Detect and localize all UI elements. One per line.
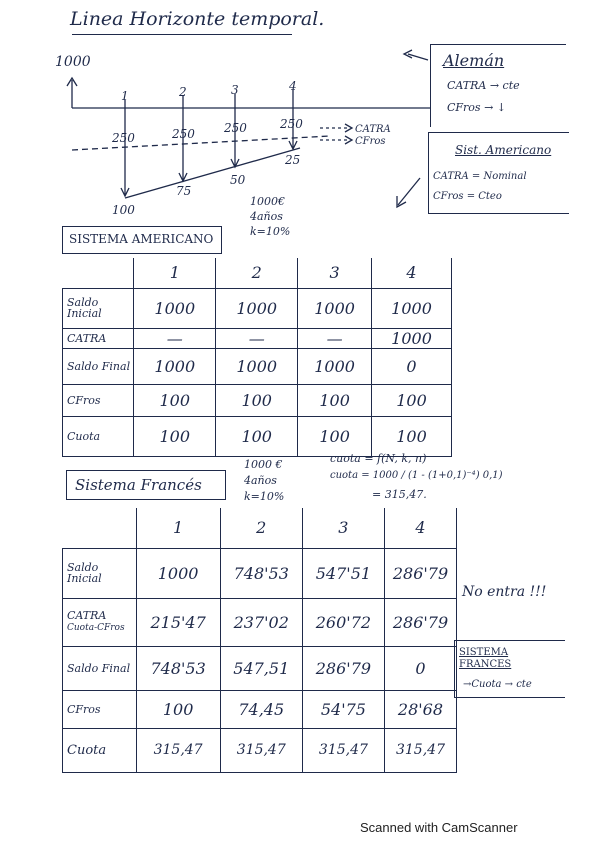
row-label: Saldo Final	[63, 348, 134, 384]
frances-formula1: cuota = f(N, k, n)	[330, 452, 427, 465]
table-row	[63, 690, 457, 728]
column-header: 3	[298, 258, 372, 288]
americano-summary-title: Sist. Americano	[455, 143, 552, 157]
table-cell: 1000	[136, 548, 220, 598]
frances-title: Sistema Francés	[75, 476, 202, 494]
frances-summary-box	[454, 640, 565, 698]
table-cell: 1000	[134, 288, 216, 328]
table-cell: 100	[298, 384, 372, 416]
table-row	[63, 646, 457, 690]
lower-value: 50	[230, 173, 246, 187]
period-label: 4	[289, 79, 297, 93]
table-cell: —	[216, 328, 298, 348]
table-cell: 1000	[134, 348, 216, 384]
period-label: 2	[179, 85, 187, 99]
frances-param: k=10%	[244, 490, 285, 503]
period-label: 1	[121, 89, 129, 103]
upper-value: 250	[112, 131, 135, 145]
table-cell: 237'02	[220, 598, 302, 646]
table-cell: 286'79	[384, 598, 456, 646]
table-row	[63, 288, 452, 328]
table-cell: 215'47	[136, 598, 220, 646]
table-cell: 28'68	[384, 690, 456, 728]
americano-summary-line2: CFros = Cteo	[433, 191, 502, 202]
table-cell: 100	[298, 416, 372, 456]
title-underline	[72, 34, 292, 35]
frances-formula2: cuota = 1000 / (1 - (1+0,1)⁻⁴) 0,1)	[330, 470, 503, 481]
period-label: 3	[231, 83, 239, 97]
table-cell: 315,47	[220, 728, 302, 772]
table-row	[63, 598, 457, 646]
table-row	[63, 548, 457, 598]
aleman-title: Alemán	[443, 51, 505, 70]
table-cell: 100	[134, 384, 216, 416]
table-cell: 260'72	[302, 598, 384, 646]
table-cell: 100	[216, 384, 298, 416]
column-header: 1	[136, 508, 220, 548]
column-header: 4	[384, 508, 456, 548]
table-cell: 0	[372, 348, 452, 384]
timeline-param: 4años	[250, 210, 283, 223]
table-cell: 547,51	[220, 646, 302, 690]
table-row	[63, 348, 452, 384]
americano-title: SISTEMA AMERICANO	[69, 232, 214, 246]
table-cell: 74,45	[220, 690, 302, 728]
aleman-line1: CATRA → cte	[447, 79, 520, 92]
lower-value: 25	[285, 153, 301, 167]
column-header: 1	[134, 258, 216, 288]
table-cell: 54'75	[302, 690, 384, 728]
row-label: CFros	[63, 690, 137, 728]
table-cell: 748'53	[220, 548, 302, 598]
table-cell: 1000	[372, 328, 452, 348]
frances-summary-line: →Cuota → cte	[463, 679, 532, 690]
table-row	[63, 416, 452, 456]
lower-value: 75	[176, 184, 192, 198]
row-label: Saldo Inicial	[63, 288, 134, 328]
row-label: CFros	[63, 384, 134, 416]
table-cell: 1000	[372, 288, 452, 328]
legend-cfros: CFros	[355, 136, 386, 147]
table-cell: 100	[136, 690, 220, 728]
timeline-param: 1000€	[250, 195, 285, 208]
table-row	[63, 328, 452, 348]
column-header: 4	[372, 258, 452, 288]
frances-summary-title: SISTEMA FRANCES	[459, 647, 512, 670]
table-cell: 0	[384, 646, 456, 690]
row-label: CATRA	[67, 609, 107, 622]
table-cell: 100	[134, 416, 216, 456]
column-header: 2	[220, 508, 302, 548]
timeline-param: k=10%	[250, 225, 291, 238]
row-sublabel: Cuota-CFros	[67, 623, 125, 633]
aleman-line2: CFros → ↓	[447, 101, 507, 114]
frances-param: 4años	[244, 474, 277, 487]
frances-param: 1000 €	[244, 458, 283, 471]
page-title: Linea Horizonte temporal.	[70, 8, 325, 30]
table-cell: 100	[216, 416, 298, 456]
lower-value: 100	[112, 203, 135, 217]
frances-title-box	[66, 470, 226, 500]
table-cell: 286'79	[302, 646, 384, 690]
table-row	[63, 728, 457, 772]
americano-title-box	[62, 226, 222, 254]
row-label: Saldo Final	[63, 646, 137, 690]
upper-value: 250	[224, 121, 247, 135]
table-cell: 315,47	[302, 728, 384, 772]
americano-summary-box	[428, 132, 569, 214]
row-label-catra	[63, 598, 137, 646]
column-header: 3	[302, 508, 384, 548]
table-cell: 1000	[216, 348, 298, 384]
row-label: Cuota	[63, 416, 134, 456]
table-cell: 286'79	[384, 548, 456, 598]
table-cell: 100	[372, 416, 452, 456]
table-cell: 100	[372, 384, 452, 416]
americano-summary-line1: CATRA = Nominal	[433, 171, 527, 182]
column-header: 2	[216, 258, 298, 288]
scanner-watermark: Scanned with CamScanner	[360, 820, 518, 835]
table-row	[63, 384, 452, 416]
frances-note: No entra !!!	[462, 584, 547, 600]
upper-value: 250	[280, 117, 303, 131]
americano-table	[62, 258, 452, 457]
legend-catra: CATRA	[355, 124, 391, 135]
table-cell: 748'53	[136, 646, 220, 690]
table-cell: 1000	[298, 348, 372, 384]
frances-table	[62, 508, 457, 773]
row-label: Cuota	[63, 728, 137, 772]
row-label: CATRA	[63, 328, 134, 348]
upper-value: 250	[172, 127, 195, 141]
timeline-start-value: 1000	[55, 54, 91, 70]
frances-formula3: = 315,47.	[372, 488, 427, 501]
table-cell: 1000	[216, 288, 298, 328]
table-cell: 315,47	[384, 728, 456, 772]
table-cell: 1000	[298, 288, 372, 328]
row-label: Saldo Inicial	[63, 548, 137, 598]
table-cell: 547'51	[302, 548, 384, 598]
table-cell: 315,47	[136, 728, 220, 772]
table-cell: —	[134, 328, 216, 348]
aleman-box	[430, 44, 566, 127]
table-cell: —	[298, 328, 372, 348]
